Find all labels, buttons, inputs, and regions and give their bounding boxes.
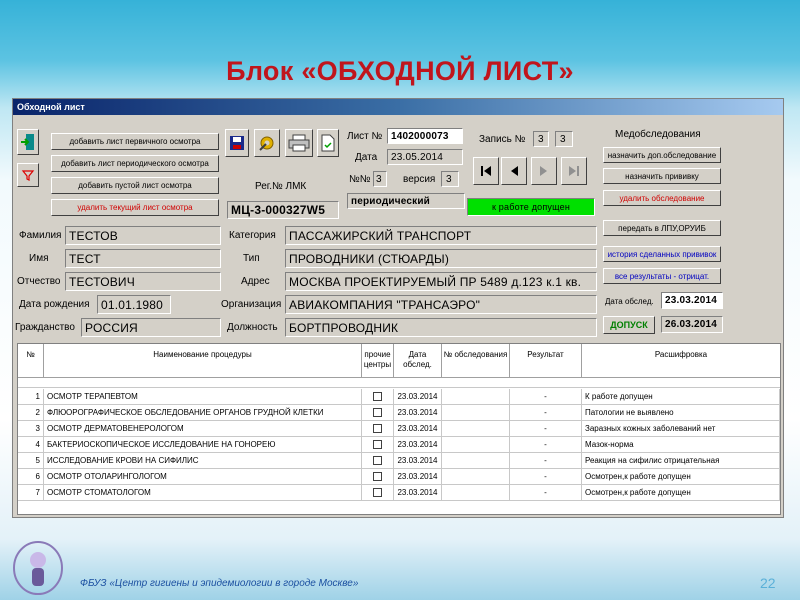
cell-res: - (510, 453, 582, 469)
surname-label: Фамилия (19, 230, 62, 241)
slide-title: Блок «ОБХОДНОЙ ЛИСТ» (226, 56, 574, 86)
surname-field[interactable]: ТЕСТОВ (65, 226, 221, 245)
position-field[interactable]: БОРТПРОВОДНИК (285, 318, 597, 337)
name-field[interactable]: ТЕСТ (65, 249, 221, 268)
col-header-exam-no: № обследования (442, 344, 510, 378)
last-record-icon[interactable] (561, 157, 587, 185)
other-centers-checkbox[interactable] (362, 437, 394, 453)
birth-label: Дата рождения (19, 299, 90, 310)
checkbox[interactable] (373, 440, 382, 449)
cell-n: 4 (18, 437, 44, 453)
cell-name: ОСМОТР ТЕРАПЕВТОМ (44, 389, 362, 405)
checkbox[interactable] (373, 392, 382, 401)
name-label: Имя (29, 253, 49, 264)
org-label: Организация (221, 299, 282, 310)
cell-exam-no (442, 469, 510, 485)
cell-n: 3 (18, 421, 44, 437)
cell-desc: Осмотрен,к работе допущен (582, 469, 780, 485)
category-field[interactable]: ПАССАЖИРСКИЙ ТРАНСПОРТ (285, 226, 597, 245)
cell-name: ФЛЮОРОГРАФИЧЕСКОЕ ОБСЛЕДОВАНИЕ ОРГАНОВ ГРУДНОЙ КЛЕТКИ (44, 405, 362, 421)
checkbox[interactable] (373, 488, 382, 497)
patronymic-label: Отчество (17, 276, 61, 287)
sheet-no-field[interactable]: 1402000073 (387, 128, 463, 144)
reg-number-field[interactable]: МЦ-3-000327W5 (227, 201, 339, 219)
other-centers-checkbox[interactable] (362, 421, 394, 437)
cell-desc: Осмотрен,к работе допущен (582, 485, 780, 501)
record-label: Запись № (479, 134, 526, 145)
nn-label: №№ (349, 174, 371, 185)
assign-vaccine-button[interactable]: назначить прививку (603, 168, 721, 184)
assign-exam-button[interactable]: назначить доп.обследование (603, 147, 721, 163)
cell-name: ИССЛЕДОВАНИЕ КРОВИ НА СИФИЛИС (44, 453, 362, 469)
first-record-icon[interactable] (473, 157, 499, 185)
checkbox[interactable] (373, 456, 382, 465)
cell-exam-no (442, 405, 510, 421)
status-badge: к работе допущен (467, 198, 595, 216)
document-icon[interactable] (317, 129, 339, 157)
other-centers-checkbox[interactable] (362, 405, 394, 421)
delete-exam-button[interactable]: удалить обследование (603, 190, 721, 206)
cell-name: ОСМОТР СТОМАТОЛОГОМ (44, 485, 362, 501)
save-disk-icon[interactable] (225, 129, 249, 157)
med-title: Медобследования (615, 129, 701, 140)
table-row[interactable] (18, 389, 780, 405)
sheet-date-field[interactable]: 23.05.2014 (387, 149, 463, 165)
col-header-desc: Расшифровка (582, 344, 780, 378)
cell-date: 23.03.2014 (394, 437, 442, 453)
cell-date: 23.03.2014 (394, 469, 442, 485)
exam-date-field[interactable]: 23.03.2014 (661, 292, 723, 309)
transfer-lpu-button[interactable]: передать в ЛПУ,ОРУИБ (603, 220, 721, 236)
cell-exam-no (442, 421, 510, 437)
cell-res: - (510, 437, 582, 453)
sheet-date-label: Дата (355, 152, 378, 163)
prev-record-icon[interactable] (501, 157, 527, 185)
add-primary-sheet-button[interactable]: добавить лист первичного осмотра (51, 133, 219, 150)
position-label: Должность (227, 322, 278, 333)
cell-desc: Реакция на сифилис отрицательная (582, 453, 780, 469)
col-header-date: Дата обслед. (394, 344, 442, 378)
org-field[interactable]: АВИАКОМПАНИЯ "ТРАНСАЭРО" (285, 295, 597, 314)
cell-date: 23.03.2014 (394, 405, 442, 421)
exit-door-icon[interactable] (17, 129, 39, 155)
col-header-no: № (18, 344, 44, 378)
window-titlebar: Обходной лист (13, 99, 783, 115)
vaccine-history-button[interactable]: история сделанных прививок (603, 246, 721, 262)
cell-n: 2 (18, 405, 44, 421)
cell-desc: Патологии не выявлено (582, 405, 780, 421)
cell-n: 5 (18, 453, 44, 469)
version-label: версия (403, 174, 436, 185)
filter-icon[interactable] (17, 163, 39, 187)
next-record-icon[interactable] (531, 157, 557, 185)
other-centers-checkbox[interactable] (362, 469, 394, 485)
cell-exam-no (442, 389, 510, 405)
add-empty-sheet-button[interactable]: добавить пустой лист осмотра (51, 177, 219, 194)
printer-icon[interactable] (285, 129, 313, 157)
birth-field[interactable]: 01.01.1980 (97, 295, 171, 314)
cell-name: БАКТЕРИОСКОПИЧЕСКОЕ ИССЛЕДОВАНИЕ НА ГОНОРЕЮ (44, 437, 362, 453)
cell-res: - (510, 485, 582, 501)
cell-date: 23.03.2014 (394, 453, 442, 469)
footer-org: ФБУЗ «Центр гигиены и эпидемиологии в городе Москве» (80, 578, 359, 589)
cell-exam-no (442, 485, 510, 501)
admit-button[interactable]: ДОПУСК (603, 316, 655, 334)
address-field[interactable]: МОСКВА ПРОЕКТИРУЕМЫЙ ПР 5489 д.123 к.1 кв. (285, 272, 597, 291)
citizenship-label: Гражданство (15, 322, 75, 333)
other-centers-checkbox[interactable] (362, 389, 394, 405)
table-row[interactable] (18, 405, 780, 421)
cell-res: - (510, 389, 582, 405)
cell-n: 1 (18, 389, 44, 405)
table-row[interactable] (18, 469, 780, 485)
table-row[interactable] (18, 421, 780, 437)
cell-n: 7 (18, 485, 44, 501)
cell-desc: Заразных кожных заболеваний нет (582, 421, 780, 437)
reg-label: Рег.№ ЛМК (255, 181, 307, 192)
cell-n: 6 (18, 469, 44, 485)
cell-res: - (510, 469, 582, 485)
checkbox[interactable] (373, 472, 382, 481)
cell-name: ОСМОТР ДЕРМАТОВЕНЕРОЛОГОМ (44, 421, 362, 437)
col-header-other: прочие центры (362, 344, 394, 378)
col-header-result: Результат (510, 344, 582, 378)
cell-desc: К работе допущен (582, 389, 780, 405)
category-label: Категория (229, 230, 276, 241)
col-header-name: Наименование процедуры (44, 344, 362, 378)
record-current: 3 (533, 131, 549, 147)
type-label: Тип (243, 253, 260, 264)
citizenship-field[interactable]: РОССИЯ (81, 318, 221, 337)
delete-sheet-button[interactable]: удалить текущий лист осмотра (51, 199, 219, 216)
other-centers-checkbox[interactable] (362, 453, 394, 469)
sheet-no-label: Лист № (347, 131, 383, 142)
version-field[interactable]: 3 (441, 171, 459, 187)
checkbox[interactable] (373, 424, 382, 433)
cell-date: 23.03.2014 (394, 485, 442, 501)
all-negative-button[interactable]: все результаты - отрицат. (603, 268, 721, 284)
app-window (12, 98, 784, 518)
nn-field[interactable]: 3 (373, 171, 387, 187)
empty-row (18, 501, 780, 515)
cell-date: 23.03.2014 (394, 421, 442, 437)
cell-date: 23.03.2014 (394, 389, 442, 405)
sheet-type-field[interactable]: периодический (347, 193, 465, 209)
admit-date-field[interactable]: 26.03.2014 (661, 316, 723, 333)
type-field[interactable]: ПРОВОДНИКИ (СТЮАРДЫ) (285, 249, 597, 268)
procedures-table (17, 343, 781, 515)
patronymic-field[interactable]: ТЕСТОВИЧ (65, 272, 221, 291)
add-periodic-sheet-button[interactable]: добавить лист периодического осмотра (51, 155, 219, 172)
table-row[interactable] (18, 453, 780, 469)
address-label: Адрес (241, 276, 270, 287)
cell-exam-no (442, 453, 510, 469)
cell-res: - (510, 421, 582, 437)
table-row[interactable] (18, 437, 780, 453)
table-row[interactable] (18, 485, 780, 501)
cell-desc: Мазок-норма (582, 437, 780, 453)
cell-exam-no (442, 437, 510, 453)
page-number: 22 (760, 575, 776, 591)
exam-date-label: Дата обслед. (605, 297, 654, 306)
checkbox[interactable] (373, 408, 382, 417)
settings-gear-icon[interactable] (254, 129, 280, 157)
other-centers-checkbox[interactable] (362, 485, 394, 501)
cell-name: ОСМОТР ОТОЛАРИНГОЛОГОМ (44, 469, 362, 485)
record-total: 3 (555, 131, 573, 147)
cell-res: - (510, 405, 582, 421)
logo-emblem-icon (10, 538, 66, 596)
